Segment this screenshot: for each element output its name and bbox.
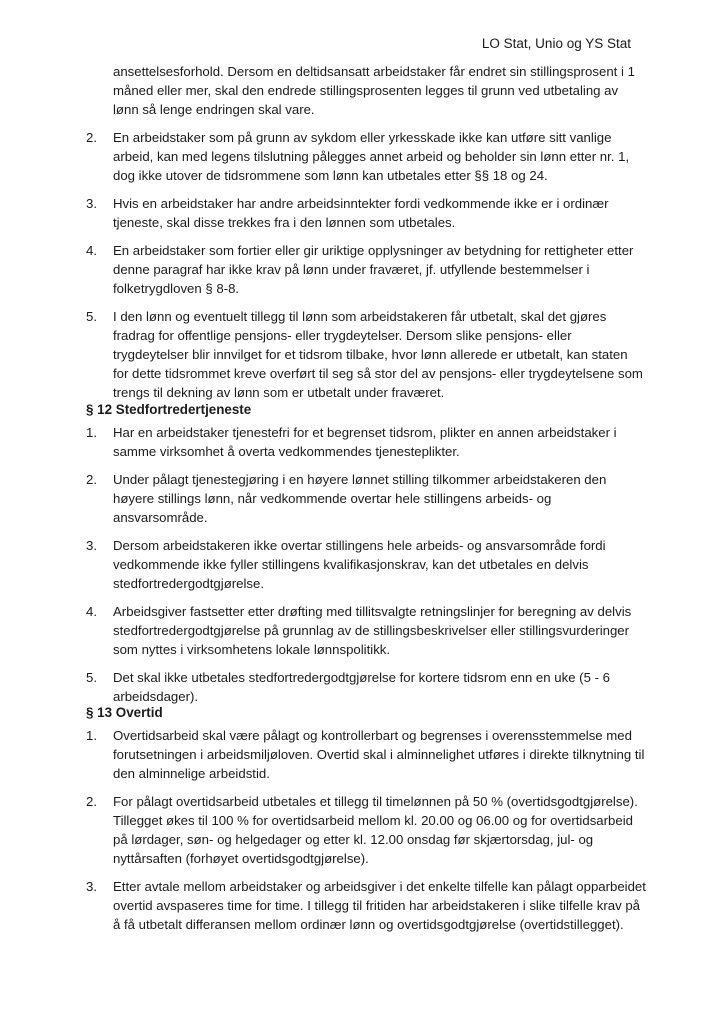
list-item (86, 726, 646, 783)
item-text: I den lønn og eventuelt tillegg til lønn som arbeidstakeren får utbetalt, skal det gjøres fradrag for offentlige pensjons- eller trygdeytelser. Dersom slike pensjons- eller trygdeytelser blir innvilget for et tidsrom tilbake, hvor lønn allerede er utbetalt, kan staten for dette tidsrommet kreve overført til seg så stor del av pensjons- eller trygdeytelsene som trengs til dekning av lønn som er utbetalt under fraværet. (113, 309, 643, 400)
section-13 (86, 703, 646, 943)
section11-continuation (86, 62, 646, 411)
item-number: 1. (86, 425, 97, 440)
list-item (86, 423, 646, 461)
continuation-paragraph: ansettelsesforhold. Dersom en deltidsansatt arbeidstaker får endret sin stillingsprosent i 1 måned eller mer, skal den endrede stillingsprosenten legges til grunn ved utbetaling av lønn så lenge endringen skal vare. (113, 64, 635, 117)
list-item (86, 470, 646, 527)
section-heading: § 13 Overtid (86, 705, 163, 720)
item-text: Hvis en arbeidstaker har andre arbeidsinntekter fordi vedkommende ikke er i ordinær tjeneste, skal disse trekkes fra i den lønnen som utbetales. (113, 196, 609, 230)
item-number: 2. (86, 472, 97, 487)
list-item (86, 877, 646, 934)
item-number: 5. (86, 670, 97, 685)
item-text: Arbeidsgiver fastsetter etter drøfting med tillitsvalgte retningslinjer for beregning av delvis stedfortredergodtgjørelse på grunnlag av de stillingsbeskrivelser eller stillingsvurderinger som nyttes i virksomhetens lokale lønnspolitikk. (113, 604, 632, 657)
item-text: En arbeidstaker som fortier eller gir uriktige opplysninger av betydning for rettigheter etter denne paragraf har ikke krav på lønn under fraværet, jf. utfyllende bestemmelser i folketrygdloven § 8-8. (113, 243, 634, 296)
list-item (86, 194, 646, 232)
list-item (86, 668, 646, 706)
list-item (86, 792, 646, 868)
item-number: 3. (86, 196, 97, 211)
item-number: 4. (86, 243, 97, 258)
list-item (86, 241, 646, 298)
item-number: 3. (86, 538, 97, 553)
item-number: 3. (86, 879, 97, 894)
item-number: 2. (86, 794, 97, 809)
item-text: En arbeidstaker som på grunn av sykdom eller yrkesskade ikke kan utføre sitt vanlige arbeid, kan med legens tilslutning pålegges annet arbeid og beholder sin lønn etter nr. 1, dog ikke utover de tidsrommene som lønn kan utbetales etter §§ 18 og 24. (113, 130, 630, 183)
item-text: Etter avtale mellom arbeidstaker og arbeidsgiver i det enkelte tilfelle kan pålagt opparbeidet overtid avspaseres time for time. I tillegg til fritiden har arbeidstakeren i slike tilfelle krav på å få utbetalt differansen mellom ordinær lønn og overtidsgodtgjørelse (overtidstillegget). (113, 879, 646, 932)
section-heading: § 12 Stedfortredertjeneste (86, 402, 252, 417)
list-item (86, 128, 646, 185)
item-number: 2. (86, 130, 97, 145)
item-text: Under pålagt tjenestegjøring i en høyere lønnet stilling tilkommer arbeidstakeren den høyere stillings lønn, når vedkommende overtar hele stillingens arbeids- og ansvarsområde. (113, 472, 607, 525)
item-text: Det skal ikke utbetales stedfortredergodtgjørelse for kortere tidsrom enn en uke (5 - 6 arbeidsdager). (113, 670, 610, 704)
section-12 (86, 400, 646, 715)
item-text: Har en arbeidstaker tjenestefri for et begrenset tidsrom, plikter en annen arbeidstaker i samme virksomhet å overta vedkommendes tjenesteplikter. (113, 425, 617, 459)
item-number: 4. (86, 604, 97, 619)
item-number: 1. (86, 728, 97, 743)
list-item (86, 536, 646, 593)
item-text: Overtidsarbeid skal være pålagt og kontrollerbart og begrenses i overensstemmelse med forutsetningen i arbeidsmiljøloven. Overtid skal i alminnelighet utføres i direkte tilknytning til den alminnelige arbeidstid. (113, 728, 645, 781)
item-text: For pålagt overtidsarbeid utbetales et tillegg til timelønnen på 50 % (overtidsgodtgjørelse). Tillegget økes til 100 % for overtidsarbeid mellom kl. 20.00 og 06.00 og for overtidsarbeid på lørdager, søn- og helgedager og etter kl. 12.00 onsdag før skjærtorsdag, jul- og nyttårsaften (forhøyet overtidsgodtgjørelse). (113, 794, 638, 866)
page-header: LO Stat, Unio og YS Stat (481, 36, 631, 51)
item-text: Dersom arbeidstakeren ikke overtar stillingens hele arbeids- og ansvarsområde fordi vedkommende ikke fyller stillingens kvalifikasjonskrav, kan det utbetales en delvis stedfortredergodtgjørelse. (113, 538, 606, 591)
list-item (86, 307, 646, 402)
item-number: 5. (86, 309, 97, 324)
list-item (86, 602, 646, 659)
